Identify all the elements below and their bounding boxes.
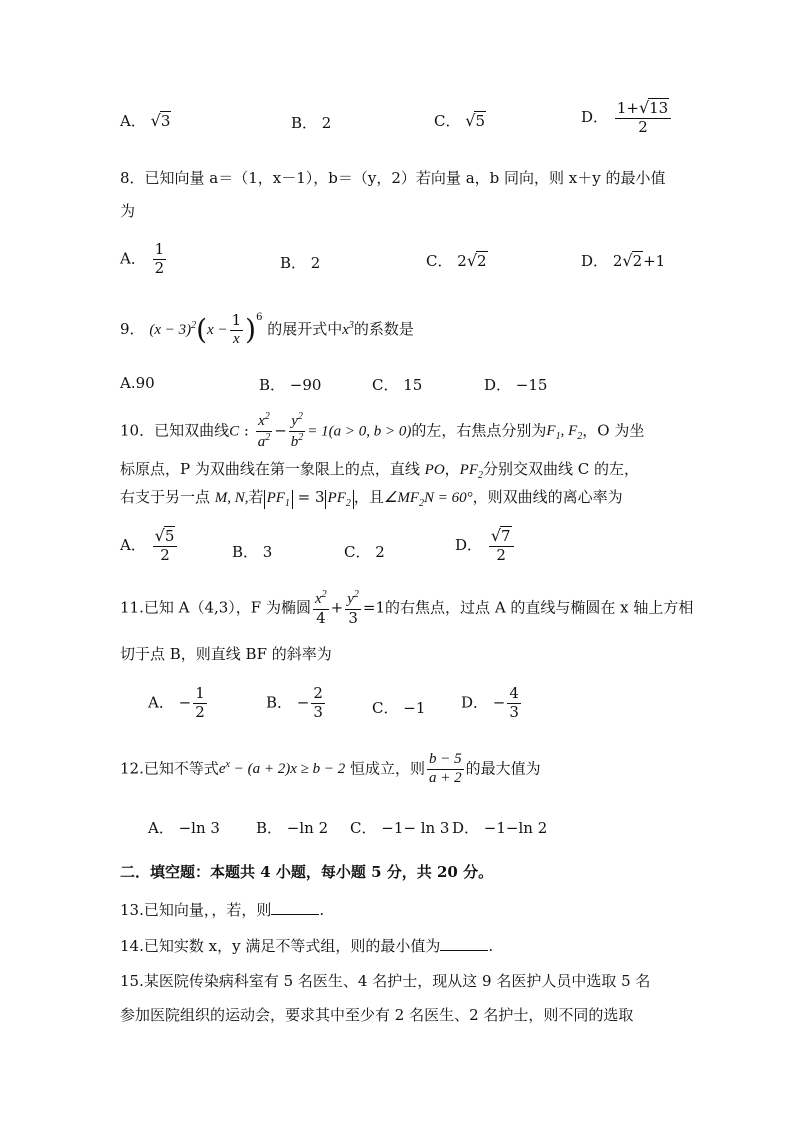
stem-text: 若 <box>248 488 264 506</box>
denominator: a + 2 <box>429 769 462 786</box>
stem-text: 的最大值为 <box>465 759 541 778</box>
stem-text: 13.已知向量，，若，则 <box>120 901 272 919</box>
q8-option-b: B． 2 <box>280 254 321 272</box>
q9-option-c: C． 15 <box>372 376 423 394</box>
inequality: $e^x - (a + 2)x \ge b - 2$ <box>218 759 346 778</box>
q11-stem-line1: 11.已知 A（4,3），F 为椭圆 $\frac{x^2}{4}$ + $\frac{y^2}{3}$ =1的右焦点，过点 A 的直线与椭圆在 x 轴上方相 <box>120 589 694 627</box>
q8-option-d <box>581 250 665 271</box>
numerator: b − 5 <box>427 752 464 770</box>
q10-option-d <box>455 528 516 564</box>
answer-blank <box>271 900 319 915</box>
q10-option-c: C． 2 <box>344 543 385 561</box>
stem-text: ，且 <box>353 488 384 506</box>
q8-option-a <box>120 242 168 277</box>
numerator: 1 <box>195 684 205 702</box>
fraction <box>311 686 325 721</box>
q11-stem-line2: 切于点 B，则直线 BF 的斜率为 <box>120 645 332 663</box>
denominator: 2 <box>638 117 648 136</box>
radicand: 5 <box>475 112 486 130</box>
stem-text: 10．已知双曲线 <box>120 421 230 440</box>
line-pf2: $PF_2$ <box>459 462 483 481</box>
fraction <box>153 242 167 277</box>
q12-stem <box>120 752 541 787</box>
fraction: $\frac{√7}{2}$ <box>489 528 514 564</box>
q11-option-c: C． −1 <box>372 699 426 717</box>
denominator: 2 <box>154 258 165 277</box>
stem-text: 右支于另一点 <box>120 488 211 506</box>
denominator: 3 <box>313 702 323 721</box>
q15-stem-line1: 15.某医院传染病科室有 5 名医生、4 名护士，现从这 9 名医护人员中选取 5 名 <box>120 972 651 990</box>
q7-option-a <box>120 110 171 131</box>
radicand: 7 <box>501 527 511 545</box>
option-label: D． <box>461 693 489 712</box>
stem-text: ，O 为坐 <box>582 421 645 440</box>
equation-condition: = 1(a > 0, b > 0) <box>307 423 412 440</box>
fraction <box>615 100 671 136</box>
stem-text: 的系数是 <box>353 320 414 338</box>
stem-text: 12.已知不等式 <box>120 759 219 778</box>
answer-blank <box>440 936 488 951</box>
abs-pf2: $PF_2$ <box>325 490 354 509</box>
q12-option-b: B． −ln 2 <box>256 819 329 837</box>
denominator: 2 <box>496 545 506 564</box>
sqrt-symbol: √ <box>465 111 476 130</box>
sqrt-symbol: √ <box>622 251 633 270</box>
q11-option-d: D． − $\frac{4}{3}$ <box>461 684 519 721</box>
denominator: 2 <box>195 702 205 721</box>
radicand: 2 <box>477 252 487 270</box>
numerator: 4 <box>509 684 519 702</box>
q7-option-b: B． 2 <box>291 114 332 132</box>
q9-option-b: B． −90 <box>259 376 322 394</box>
stem-text: 分别交双曲线 C 的左， <box>483 460 640 478</box>
binomial-expression: $(x - 3)^2$ <box>149 320 197 338</box>
q10-stem-line2: 标原点，P 为双曲线在第一象限上的点，直线 PO，$PF_2$分别交双曲线 C 的左， <box>120 460 640 481</box>
radicand: 5 <box>164 527 175 545</box>
sqrt-symbol: √ <box>638 98 650 117</box>
q8-stem-line1: 8．已知向量 a＝（1，x－1），b＝（y，2）若向量 a，b 同向，则 x＋y 的最小值 <box>120 169 666 187</box>
stem-text: 14.已知实数 x，y 满足不等式组，则的最小值为 <box>120 937 441 955</box>
stem-text: ，则双曲线的离心率为 <box>472 488 623 506</box>
stem-text: 的右焦点，过点 A 的直线与椭圆在 x 轴上方相 <box>385 598 694 617</box>
q11-option-b: B． − $\frac{2}{3}$ <box>266 684 323 721</box>
section-heading: 二．填空题：本题共 4 小题，每小题 5 分，共 20 分。 <box>120 863 494 881</box>
q9-stem <box>120 312 414 347</box>
option-label: A． <box>148 693 174 712</box>
foci: $F_1$, $F_2$ <box>546 423 583 443</box>
numerator: 1 <box>154 240 165 258</box>
option-label: C． <box>434 112 461 130</box>
q12-option-a: A． −ln 3 <box>148 819 220 837</box>
q9-option-d: D． −15 <box>484 376 548 394</box>
numerator-prefix: 1+ <box>616 99 639 117</box>
q10-option-a <box>120 528 179 564</box>
stem-text: 的展开式中 <box>267 320 343 338</box>
left-paren: ( <box>196 313 208 346</box>
addend: +1 <box>643 252 666 270</box>
radicand: 13 <box>649 99 669 117</box>
stem-text: 11.已知 A（4,3），F 为椭圆 <box>120 598 311 617</box>
q11-option-a: A． − $\frac{1}{2}$ <box>148 684 205 721</box>
stem-text: 标原点，P 为双曲线在第一象限上的点，直线 <box>120 460 420 478</box>
exponent: 6 <box>256 312 263 323</box>
q8-option-c <box>426 250 488 271</box>
fraction: $\frac{y^2}{3}$ <box>347 589 359 627</box>
q12-option-d: D． −1−ln 2 <box>452 819 548 837</box>
x-term: x − <box>207 322 228 338</box>
option-label: C． <box>426 252 453 270</box>
fraction: $\frac{x^2}{a^2}$ <box>257 411 271 450</box>
stem-text: 恒成立，则 <box>350 759 426 778</box>
coefficient: 2 <box>457 252 467 270</box>
radicand: 2 <box>632 252 643 270</box>
option-label: D． <box>581 107 609 126</box>
curve-name: C <box>229 423 240 440</box>
option-label: A． <box>120 249 146 268</box>
option-label: A． <box>120 535 146 554</box>
x-cubed: $x^3$ <box>342 320 354 338</box>
option-label: B． <box>266 693 293 712</box>
q10-stem-line1: 10．已知双曲线C : $\frac{x^2}{a^2}$ − $\frac{y^2}{b^2}$ = 1(a > 0, b > 0)的左，右焦点分别为$F_1$, $F_2$，O 为坐 <box>120 411 645 450</box>
numerator: 2 <box>313 684 323 702</box>
denominator: 3 <box>509 702 519 721</box>
abs-pf1: $PF_1$ <box>264 490 293 509</box>
question-number: 9． <box>120 320 145 338</box>
sqrt-symbol: √ <box>150 111 161 130</box>
q15-stem-line2: 参加医院组织的运动会，要求其中至少有 2 名医生、2 名护士，则不同的选取 <box>120 1006 634 1024</box>
radicand: 3 <box>160 112 171 130</box>
right-paren: ) <box>245 313 257 346</box>
q9-option-a: A.90 <box>120 374 155 392</box>
fraction: $\frac{y^2}{b^2}$ <box>290 411 304 450</box>
fraction <box>507 686 521 721</box>
option-label: D． <box>581 252 609 270</box>
fraction: $\frac{1}{x}$ <box>231 310 242 347</box>
angle-condition: $\angle MF_2N = 60^\circ$ <box>383 490 473 509</box>
fraction <box>193 686 207 721</box>
q8-stem-line2: 为 <box>120 202 136 220</box>
denominator: 2 <box>160 545 170 564</box>
q7-option-c <box>434 110 486 131</box>
sqrt-symbol: √ <box>466 251 478 270</box>
points-mn: M, N, <box>214 490 249 506</box>
q13-stem: 13.已知向量，，若，则 . <box>120 901 325 919</box>
stem-text: 的左，右焦点分别为 <box>411 421 547 440</box>
q12-option-c: C． −1− ln 3 <box>350 819 450 837</box>
fraction: $\frac{x^2}{4}$ <box>315 589 327 627</box>
option-label: A． <box>120 112 146 130</box>
q14-stem: 14.已知实数 x，y 满足不等式组，则的最小值为 . <box>120 937 494 955</box>
q7-option-d <box>581 100 673 136</box>
q10-option-b: B． 3 <box>232 543 273 561</box>
option-label: D． <box>455 535 483 554</box>
fraction <box>427 752 464 787</box>
coefficient: 2 <box>612 252 623 270</box>
q10-stem-line3: 右支于另一点 M, N,若 $PF_1 = 3$ $PF_2$ ，且$\angle MF_2N = 60^\circ$，则双曲线的离心率为 <box>120 488 623 509</box>
fraction: $\frac{√5}{2}$ <box>153 528 178 564</box>
line-po: PO <box>424 462 445 478</box>
